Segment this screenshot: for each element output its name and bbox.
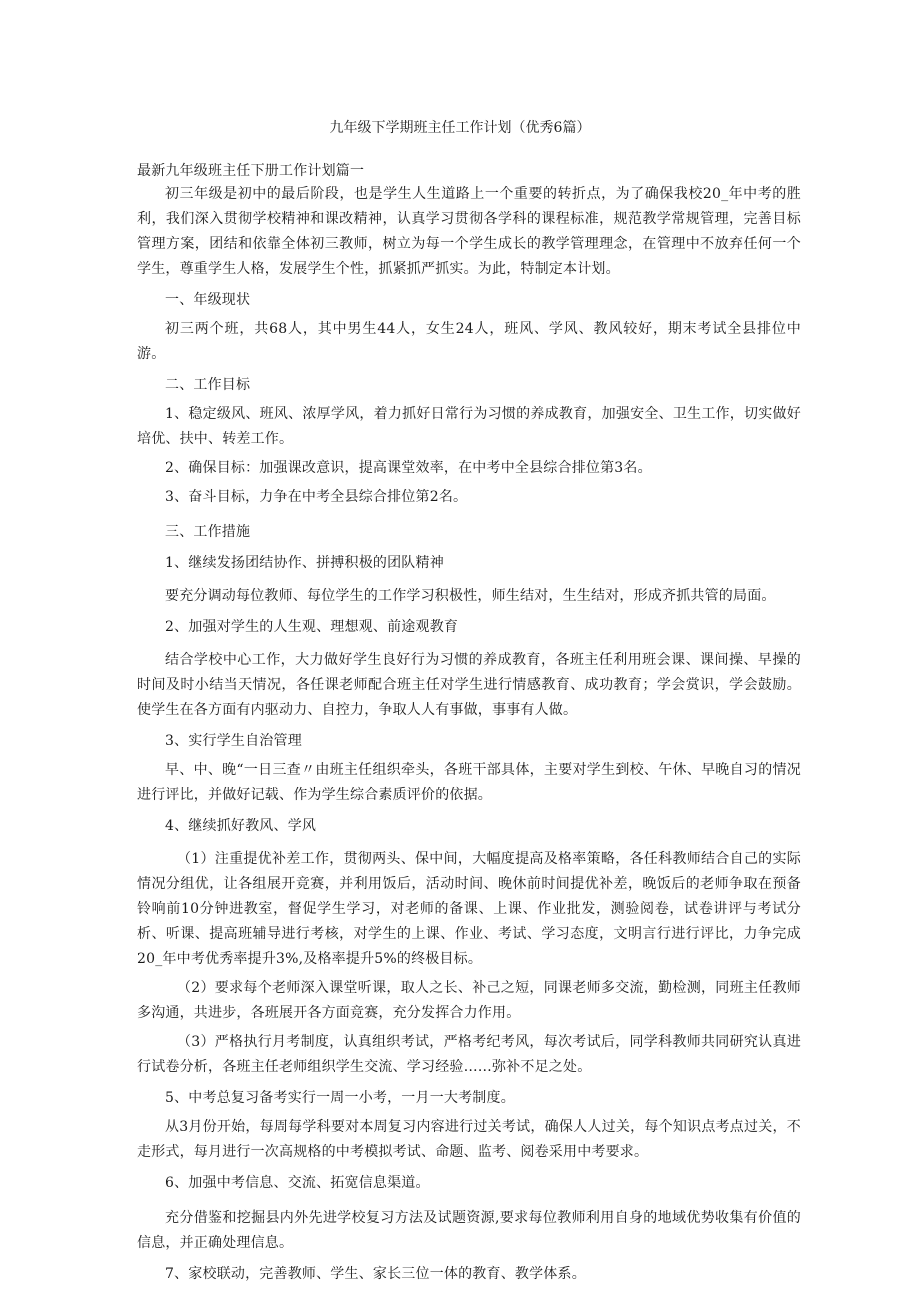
measure-5-heading: 5、中考总复习备考实行一周一小考，一月一大考制度。: [165, 1090, 515, 1106]
measure-3-paragraph: 早、中、晚“一日三查〃由班主任组织牵头，各班干部具体，主要对学生到校、午休、早晚自习的情况进行评比，并做好记载、作为学生综合素质评价的依据。: [137, 762, 801, 803]
measure-1-paragraph: 要充分调动每位教师、每位学生的工作学习积极性，师生结对，生生结对，形成齐抓共管的局面。: [165, 588, 776, 604]
goal-item-1: 1、稳定级风、班风、浓厚学风，着力抓好日常行为习惯的养成教育，加强安全、卫生工作，切实做好培优、扶中、转差工作。: [137, 406, 801, 447]
measure-5-paragraph: 从3月份开始，每周每学科要对本周复习内容进行过关考试，确保人人过关，每个知识点考点过关，不走形式，每月进行一次高规格的中考模拟考试、命题、监考、阅卷采用中考要求。: [137, 1119, 801, 1160]
measure-7-heading: 7、家校联动，完善教师、学生、家长三位一体的教育、教学体系。: [165, 1266, 586, 1282]
measure-4-item-1: （1）注重提优补差工作，贯彻两头、保中间，大幅度提高及格率策略，各任科教师结合自己的实际情况分组优，让各组展开竞赛，并利用饭后，活动时间、晚休前时间提优补差，晚饭后的老师争取在预备铃响前10分钟进教室，督促学生学习，对老师的备课、上课、作业批发，测验阅卷，试卷讲评与考试分析、听课、提高班辅导进行考核，对学生的上课、作业、考试、学习态度，文明言行进行评比，力争完成20_年中考优秀率提升3%,及格率提升5%的终极目标。: [137, 851, 801, 967]
goal-item-3: 3、奋斗目标，力争在中考全县综合排位第2名。: [165, 489, 468, 505]
measure-6-heading: 6、加强中考信息、交流、拓宽信息渠道。: [165, 1175, 430, 1191]
document-title: 九年级下学期班主任工作计划（优秀6篇）: [329, 120, 591, 136]
section-subtitle: 最新九年级班主任下册工作计划篇一: [137, 163, 365, 179]
measure-4-item-3: （3）严格执行月考制度，认真组织考试，严格考纪考风，每次考试后，同学科教师共同研究认真进行试卷分析，各班主任老师组织学生交流、学习经验……弥补不足之处。: [137, 1034, 801, 1075]
measure-6-paragraph: 充分借鉴和挖掘县内外先进学校复习方法及试题资源,要求每位教师利用自身的地域优势收集有价值的信息，并正确处理信息。: [137, 1210, 801, 1251]
heading-work-measures: 三、工作措施: [165, 524, 251, 540]
measure-4-heading: 4、继续抓好教风、学风: [165, 818, 317, 834]
intro-paragraph: 初三年级是初中的最后阶段，也是学生人生道路上一个重要的转折点，为了确保我校20_年中考的胜利，我们深入贯彻学校精神和课改精神，认真学习贯彻各学科的课程标准，规范教学常规管理，完善目标管理方案，团结和依靠全体初三教师，树立为每一个学生成长的教学管理理念，在管理中不放弃任何一个学生，尊重学生人格，发展学生个性，抓紧抓严抓实。为此，特制定本计划。: [137, 186, 801, 277]
grade-status-paragraph: 初三两个班，共68人，其中男生44人，女生24人，班风、学风、教风较好，期末考试全县排位中游。: [137, 321, 801, 362]
goal-item-2: 2、确保目标：加强课改意识，提高课堂效率，在中考中全县综合排位第3名。: [165, 460, 652, 476]
measure-4-item-2: （2）要求每个老师深入课堂听课，取人之长、补己之短，同课老师多交流，勤检测，同班主任教师多沟通，共进步，各班展开各方面竞赛，充分发挥合力作用。: [137, 980, 801, 1021]
measure-3-heading: 3、实行学生自治管理: [165, 733, 302, 749]
heading-grade-status: 一、年级现状: [165, 292, 251, 308]
measure-2-paragraph: 结合学校中心工作，大力做好学生良好行为习惯的养成教育，各班主任利用班会课、课间操、早操的时间及时小结当天情况，各任课老师配合班主任对学生进行情感教育、成功教育；学会赏识，学会鼓励。使学生在各方面有内驱动力、自控力，争取人人有事做，事事有人做。: [137, 652, 801, 718]
document-body: [137, 160, 801, 1287]
heading-work-goals: 二、工作目标: [165, 377, 251, 393]
measure-2-heading: 2、加强对学生的人生观、理想观、前途观教育: [165, 619, 459, 635]
measure-1-heading: 1、继续发扬团结协作、拼搏积极的团队精神: [165, 555, 444, 571]
